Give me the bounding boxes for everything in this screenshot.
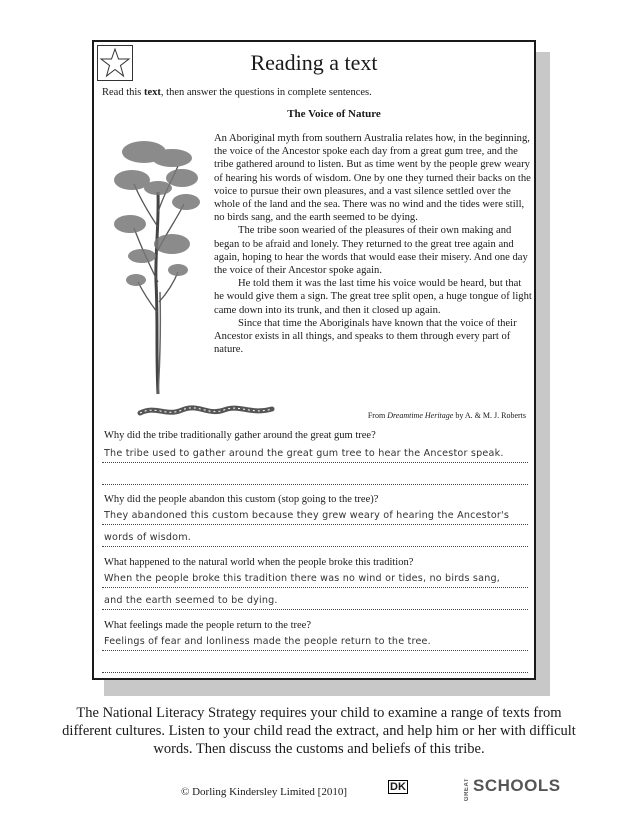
source-citation: From Dreamtime Heritage by A. & M. J. Roberts xyxy=(367,411,526,420)
answer-2-line-1[interactable]: They abandoned this custom because they grew weary of hearing the Ancestor's xyxy=(104,510,510,521)
answer-3-line-1[interactable]: When the people broke this tradition there was no wind or tides, no birds sang, xyxy=(104,573,501,584)
answer-rule xyxy=(102,546,528,547)
instructions: Read this text, then answer the questions in complete sentences. xyxy=(102,87,372,98)
story-text xyxy=(214,132,532,356)
tree-illustration xyxy=(112,132,208,398)
worksheet xyxy=(92,40,536,680)
question-3: What happened to the natural world when the people broke this tradition? xyxy=(104,557,414,568)
paragraph: The tribe soon wearied of the pleasures of their own making and began to be afraid and lonely. They returned to the great tree again and again, hoping to hear the words that would ease their misery. And one day the voice of their Ancestor spoke again. xyxy=(214,225,528,277)
paragraph: He told them it was the last time his voice would be heard, but that he would give them a sign. The great tree split open, a huge tongue of light came down into its trunk, and then it closed up again. xyxy=(214,278,532,316)
question-2: Why did the people abandon this custom (stop going to the tree)? xyxy=(104,494,379,505)
paragraph: An Aboriginal myth from southern Australia relates how, in the beginning, the voice of the Ancestor spoke each day from a great gum tree, and the tribe gathered around to listen. But as time went by the people grew weary of hearing his words of wisdom. One by one they turned their backs on the voice to pursue their own pleasures, and a vast silence settled over the whole of the land and the sea. There was no wind and the tides were still, no birds sang, and the earth seemed to be dying. xyxy=(214,133,531,224)
question-1: Why did the tribe traditionally gather around the great gum tree? xyxy=(104,430,376,441)
answer-1-line-1[interactable]: The tribe used to gather around the great gum tree to hear the Ancestor speak. xyxy=(104,448,504,459)
answer-rule xyxy=(102,524,528,525)
dk-logo: DK xyxy=(390,781,406,793)
answer-4-line-1[interactable]: Feelings of fear and lonliness made the people return to the tree. xyxy=(104,636,431,647)
copyright: © Dorling Kindersley Limited [2010] xyxy=(181,786,347,798)
answer-rule xyxy=(102,650,528,651)
answer-rule xyxy=(102,609,528,610)
answer-rule xyxy=(102,672,528,673)
answer-rule xyxy=(102,484,528,485)
story-title: The Voice of Nature xyxy=(287,108,381,120)
paragraph: Since that time the Aboriginals have known that the voice of their Ancestor exists in all things, and speaks to them through every part of nature. xyxy=(214,317,517,356)
snake-illustration xyxy=(136,401,276,419)
question-4: What feelings made the people return to the tree? xyxy=(104,620,311,631)
parent-note: The National Literacy Strategy requires your child to examine a range of texts from different cultures. Listen to your child read the extract, and help him or her with difficult words. Then discuss the customs and beliefs of this tribe. xyxy=(62,705,576,757)
page-title: Reading a text xyxy=(250,50,378,75)
answer-rule xyxy=(102,462,528,463)
answer-2-line-2[interactable]: words of wisdom. xyxy=(104,532,191,543)
answer-rule xyxy=(102,587,528,588)
answer-3-line-2[interactable]: and the earth seemed to be dying. xyxy=(104,595,278,606)
